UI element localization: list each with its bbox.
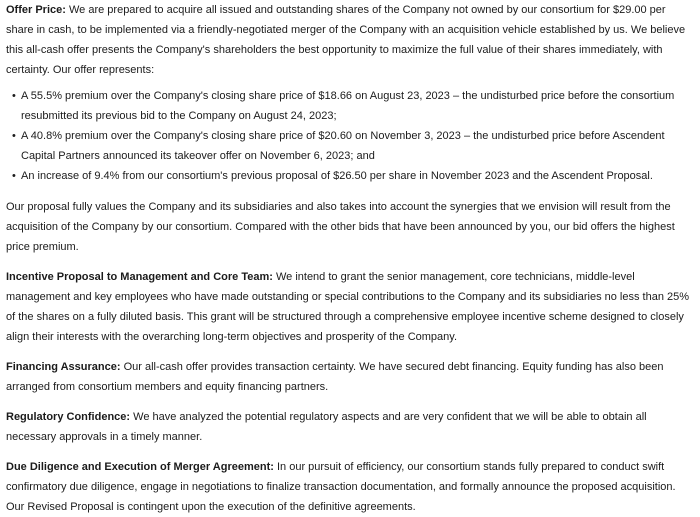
premium-bullet-list <box>6 86 694 186</box>
incentive-heading: Incentive Proposal to Management and Core Team: <box>6 271 273 283</box>
regulatory-heading: Regulatory Confidence: <box>6 411 131 423</box>
regulatory-text: We have analyzed the potential regulatory aspects and are very confident that we will be able to obtain all necessary approvals in a timely manner. <box>6 411 647 443</box>
financing-heading: Financing Assurance: <box>6 361 121 373</box>
incentive-text: We intend to grant the senior management, core technicians, middle-level management and key employees who have made outstanding or special contributions to the Company and its subsidiaries no less than 25% of the shares on a fully diluted basis. This grant will be structured through a comprehensive employee incentive scheme designed to closely align their interests with the overarching long-term objectives and prosperity of the Company. <box>6 271 690 343</box>
paragraph-synergies <box>6 197 694 257</box>
synergies-text: Our proposal fully values the Company and its subsidiaries and also takes into account the synergies that we envision will result from the acquisition of the Company by our consortium. Compared with the other bids that have been announced by you, our bid offers the highest price premium. <box>6 201 675 253</box>
bullet-premium-55: • A 55.5% premium over the Company's closing share price of $18.66 on August 23, 2023 – the undisturbed price before the consortium resubmitted its previous bid to the Company on August 24, 2023; <box>6 86 694 126</box>
bullet-premium-40: • A 40.8% premium over the Company's closing share price of $20.60 on November 3, 2023 – the undisturbed price before Ascendent Capital Partners announced its takeover offer on November 6, 2023; and <box>6 126 694 166</box>
paragraph-regulatory <box>6 407 694 447</box>
paragraph-financing <box>6 357 694 397</box>
offer-price-text: We are prepared to acquire all issued and outstanding shares of the Company not owned by our consortium for $29.00 per share in cash, to be implemented via a friendly-negotiated merger of the Company with an acquisition vehicle established by us. We believe this all-cash offer presents the Company's shareholders the best opportunity to maximize the full value of their shares immediately, with certainty. Our offer represents: <box>6 4 686 76</box>
offer-price-heading: Offer Price: <box>6 4 66 16</box>
paragraph-diligence <box>6 457 694 517</box>
paragraph-incentive <box>6 267 694 347</box>
diligence-text: In our pursuit of efficiency, our consortium stands fully prepared to conduct swift confirmatory due diligence, engage in negotiations to finalize transaction documentation, and formally announce the proposed acquisition. Our Revised Proposal is contingent upon the execution of the definitive agreements. <box>6 461 676 513</box>
financing-text: Our all-cash offer provides transaction certainty. We have secured debt financing. Equity funding has also been arranged from consortium members and equity financing partners. <box>6 361 664 393</box>
bullet-increase-9: • An increase of 9.4% from our consortium's previous proposal of $26.50 per share in November 2023 and the Ascendent Proposal. <box>6 166 694 186</box>
diligence-heading: Due Diligence and Execution of Merger Agreement: <box>6 461 274 473</box>
paragraph-offer-price <box>6 0 694 80</box>
